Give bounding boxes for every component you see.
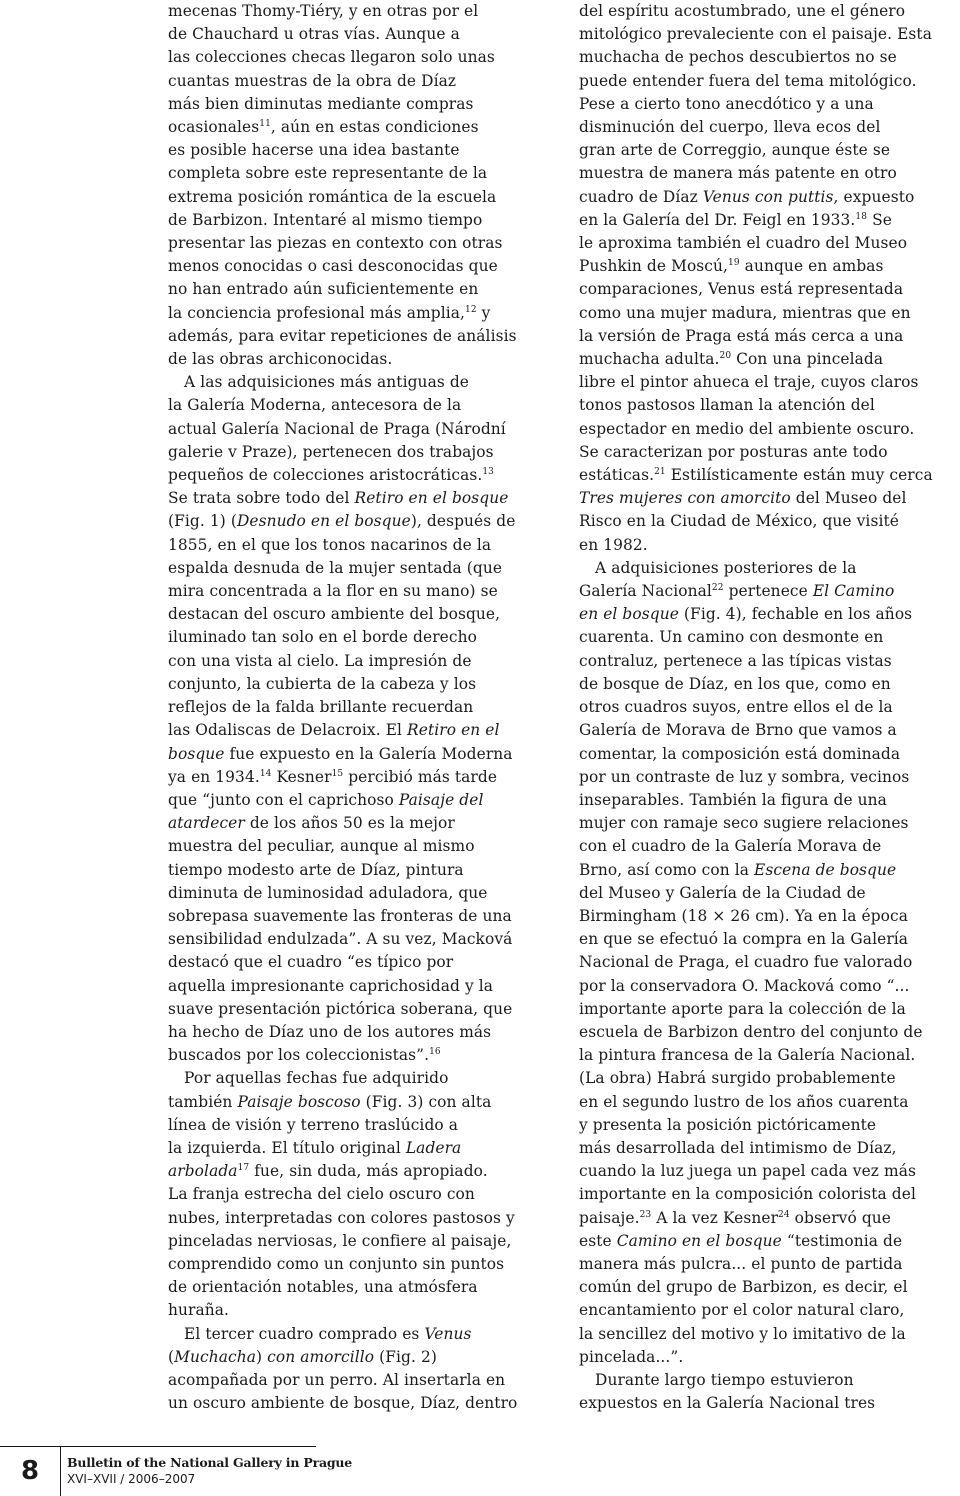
paragraph: del espíritu acostumbrado, une el género mitológico prevaleciente con el paisaje. Esta muchacha de pechos descubiertos no se puede entender fuera del tema mitológico. Pese a cierto tono anecdótico y a una disminución del cuerpo, lleva ecos del gran arte de Correggio, aunque éste se muestra de manera más patente en otro cuadro de Díaz Venus con puttis, expuesto en la Galería del Dr. Feigl en 1933.18 Se le aproxima también el cuadro del Museo Pushkin de Moscú,$^{19}$ aunque en ambas comparaciones, Venus está representada como una mujer madura, mientras que en la versión de Praga está más cerca a una muchacha adulta.$^{20}$ Con una pincelada libre el pintor ahueca el traje, cuyos claros tonos pastosos llaman la atención del espectador en medio del ambiente oscuro. Se caracterizan por posturas ante todo estáticas.$^{21}$ Estilísticamente están muy cerca Tres mujeres con amorcito del Museo del Risco en la Ciudad de México, que visité en 1982. (579, 2, 933, 554)
footnote-ref: 17 (237, 1163, 250, 1174)
paragraph: mecenas Thomy-Tiéry, y en otras por el de Chauchard u otras vías. Aunque a las colecciones checas llegaron solo unas cuantas muestras de la obra de Díaz más bien diminutas mediante compras ocasionales$^{11}$, aún en estas condiciones es posible hacerse una idea bastante completa sobre este representante de la extrema posición romántica de la escuela de Barbizon. Intentaré al mismo tiempo presentar las piezas en contexto con otras menos conocidas o casi desconocidas que no han entrado aún suficientemente en la conciencia profesional más amplia,$^{12}$ y además, para evitar repeticiones de análisis de las obras archiconocidas. (168, 2, 517, 369)
footer-divider (60, 1446, 61, 1496)
footnote-ref: 18 (855, 211, 868, 222)
footnote-ref: 11 (259, 119, 271, 130)
right-text-column (579, 0, 960, 1415)
publication-volume: XVI–XVII / 2006–2007 (67, 1472, 196, 1486)
paragraph: Durante largo tiempo estuvieron expuestos en la Galería Nacional tres (579, 1370, 876, 1413)
footnote-ref: 20 (719, 351, 732, 362)
footnote-ref: 24 (778, 1209, 790, 1220)
paragraph: Por aquellas fechas fue adquirido también Paisaje boscoso (Fig. 3) con alta línea de visión y terreno traslúcido a la izquierda. El título original Ladera arbolada$^{17}$ fue, sin duda, más apropiado. La franja estrecha del cielo oscuro con nubes, interpretadas con colores pastosos y pinceladas nerviosas, le confiere al paisaje, comprendido como un conjunto sin puntos de orientación notables, una atmósfera huraña. (168, 1069, 515, 1320)
footnote-ref: 23 (639, 1209, 652, 1220)
page-number: 8 (20, 1456, 40, 1486)
paragraph: A las adquisiciones más antiguas de la Galería Moderna, antecesora de la actual Galería Nacional de Praga (Národní galerie v Praze), pertenecen dos trabajos pequeños de colecciones aristocráticas.$^{13}$ Se trata sobre todo del Retiro en el bosque (Fig. 1) (Desnudo en el bosque), después de 1855, en el que los tonos nacarinos de la espalda desnuda de la mujer sentada (que mira concentrada a la flor en su mano) se destacan del oscuro ambiente del bosque, iluminado tan solo en el borde derecho con una vista al cielo. La impresión de conjunto, la cubierta de la cabeza y los reflejos de la falda brillante recuerdan las Odaliscas de Delacroix. El Retiro en el bosque fue expuesto en la Galería Moderna ya en 1934.14 Kesner$^{15}$ percibió más tarde que “junto con el caprichoso Paisaje del atardecer de los años 50 es la mejor muestra del peculiar, aunque al mismo tiempo modesto arte de Díaz, pintura diminuta de luminosidad aduladora, que sobrepasa suavemente las fronteras de una sensibilidad endulzada”. A su vez, Macková destacó que el cuadro “es típico por aquella impresionante caprichosidad y la suave presentación pictórica soberana, que ha hecho de Díaz uno de los autores más buscados por los coleccionistas”.$^{16}$ (168, 373, 516, 1065)
footnote-ref: 15 (331, 768, 344, 779)
paragraph: A adquisiciones posteriores de la Galería Nacional$^{22}$ pertenece El Camino en el bosque (Fig. 4), fechable en los años cuarenta. Un camino con desmonte en contraluz, pertenece a las típicas vistas de bosque de Díaz, en los que, como en otros cuadros suyos, entre ellos el de la Galería de Morava de Brno que vamos a comentar, la composición está dominada por un contraste de luz y sombra, vecinos inseparables. También la figura de una mujer con ramaje seco sugiere relaciones con el cuadro de la Galería Morava de Brno, así como con la Escena de bosque del Museo y Galería de la Ciudad de Birmingham (18 × 26 cm). Ya en la época en que se efectuó la compra en la Galería Nacional de Praga, el cuadro fue valorado por la conservadora O. Macková como “... importante aporte para la colección de la escuela de Barbizon dentro del conjunto de la pintura francesa de la Galería Nacional. (La obra) Habrá surgido probablemente en el segundo lustro de los años cuarenta y presenta la posición pictóricamente más desarrollada del intimismo de Díaz, cuando la luz juega un papel cada vez más importante en la composición colorista del paisaje.$^{23}$ A la vez Kesner$^{24}$ observó que este Camino en el bosque “testimonia de manera más pulcra... el punto de partida común del grupo de Barbizon, es decir, el encantamiento por el color natural claro, la sencillez del motivo y lo imitativo de la pincelada...”. (579, 558, 923, 1366)
footnote-ref: 16 (429, 1047, 441, 1058)
footnote-ref: 21 (654, 467, 666, 478)
left-text-column (168, 0, 544, 1415)
page-footer (0, 1446, 353, 1496)
publication-title: Bulletin of the National Gallery in Prague (67, 1455, 353, 1470)
footnote-ref: 12 (465, 304, 477, 315)
paragraph: El tercer cuadro comprado es Venus (Muchacha) con amorcillo (Fig. 2) acompañada por un perro. Al insertarla en un oscuro ambiente de bosque, Díaz, dentro (168, 1324, 518, 1413)
footnote-ref: 13 (482, 467, 495, 478)
footer-rule (0, 1446, 316, 1447)
footnote-ref: 14 (259, 768, 272, 779)
footnote-ref: 19 (728, 258, 740, 269)
footnote-ref: 22 (711, 583, 724, 594)
